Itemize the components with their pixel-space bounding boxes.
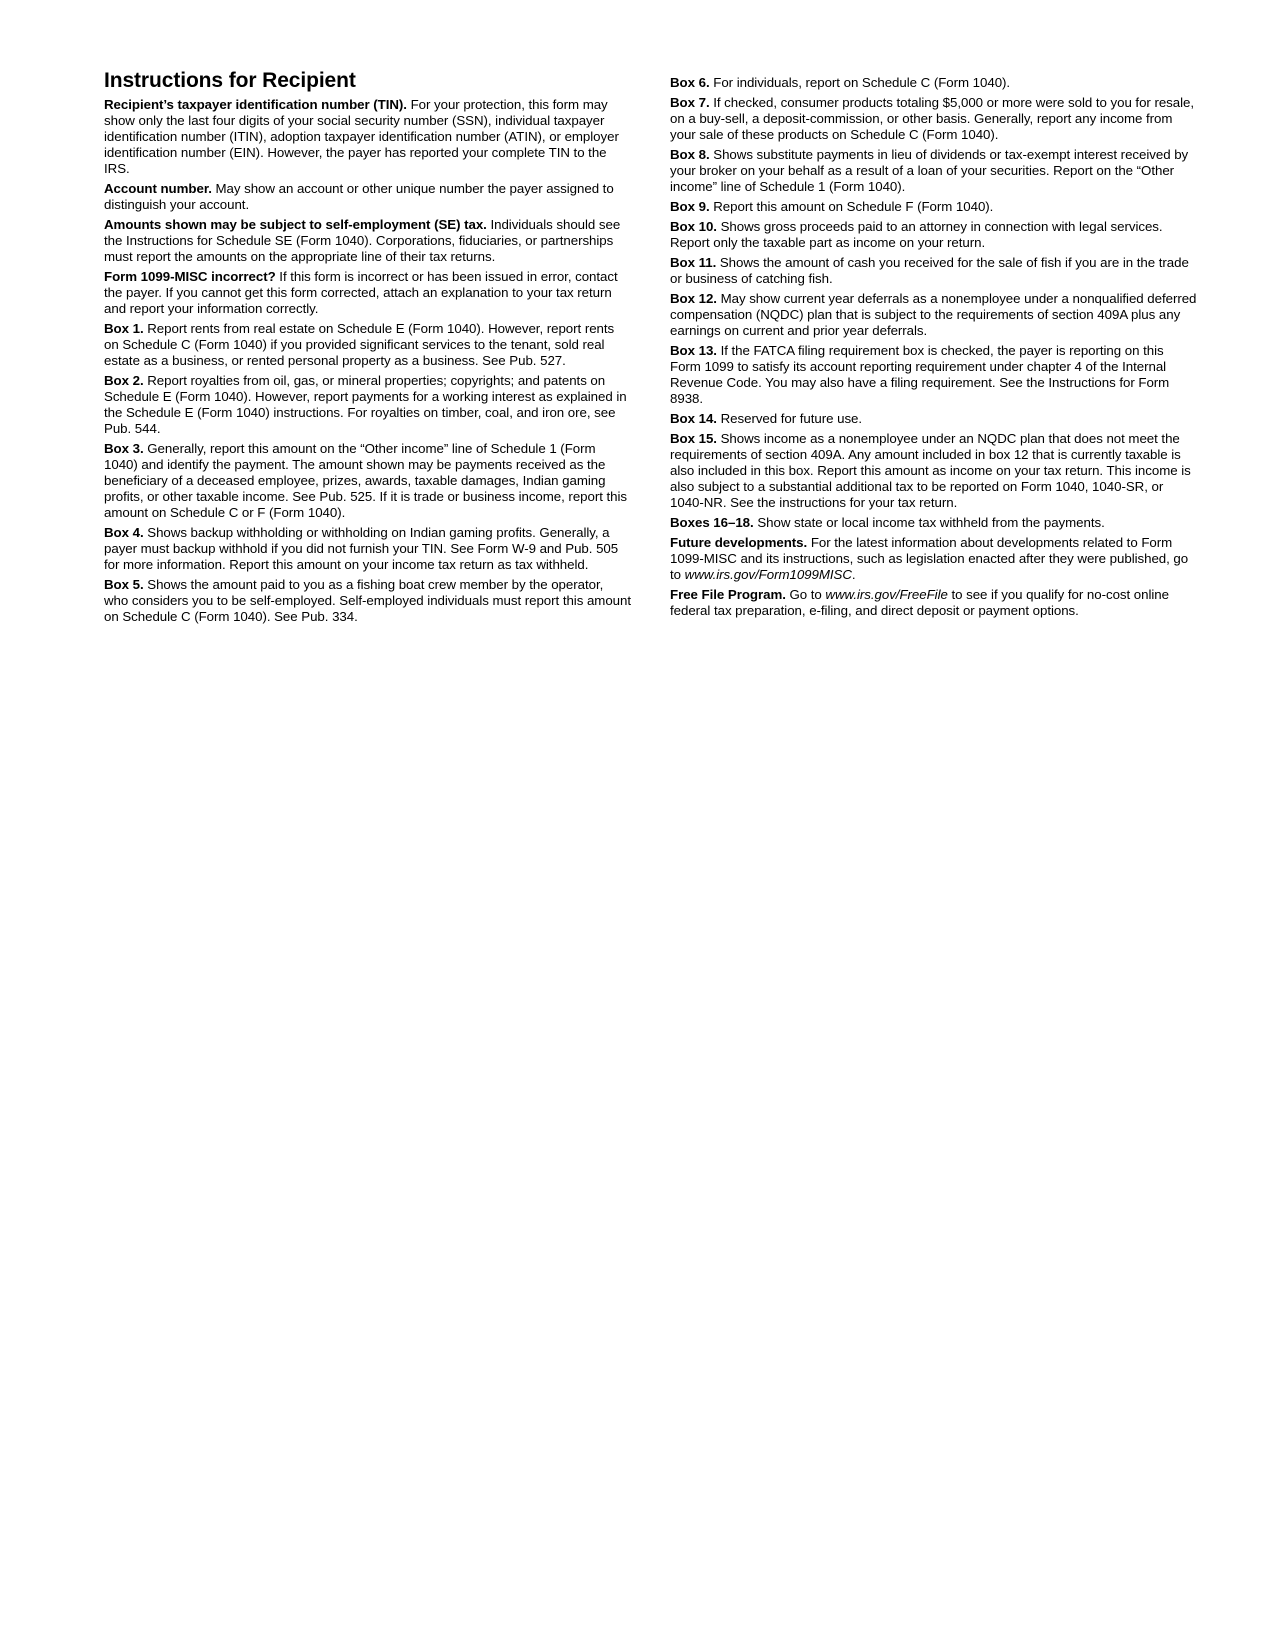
paragraph-heading: Amounts shown may be subject to self-employment (SE) tax. [104,217,487,232]
paragraph-text: Report this amount on Schedule F (Form 1040). [709,199,994,214]
paragraph-se-tax [104,217,631,265]
paragraph-boxes-16-18 [670,515,1197,531]
paragraph-text: For your protection, this form may show only the last four digits of your social security number (SSN), individual taxpayer identification number (ITIN), adoption taxpayer identification number (ATIN), or employer identification number (EIN). However, the payer has reported your complete TIN to the IRS. [104,97,619,176]
paragraph-heading: Box 11. [670,255,717,270]
paragraph-box-9 [670,199,1197,215]
paragraph-text: Shows backup withholding or withholding on Indian gaming profits. Generally, a payer must backup withhold if you did not furnish your TIN. See Form W-9 and Pub. 505 for more information. Report this amount on your income tax return as tax withheld. [104,525,619,572]
paragraph-heading: Box 7. [670,95,710,110]
paragraph-box-2 [104,373,631,437]
paragraph-box-6 [670,75,1197,91]
paragraph-text: to see if you qualify for no-cost online federal tax preparation, e-filing, and direct deposit or payment options. [670,587,1169,618]
paragraph-text: Shows gross proceeds paid to an attorney in connection with legal services. Report only the taxable part as income on your return. [670,219,1163,250]
form-1099misc-link[interactable]: www.irs.gov/Form1099MISC [684,567,852,582]
page-title: Instructions for Recipient [104,69,356,92]
paragraph-heading: Box 12. [670,291,717,306]
paragraph-heading: Box 4. [104,525,144,540]
instructions-page [104,68,1200,629]
paragraph-heading: Box 2. [104,373,144,388]
paragraph-text: Reserved for future use. [716,411,863,426]
paragraph-heading: Box 13. [670,343,717,358]
paragraph-box-4 [104,525,631,573]
paragraph-text: Shows substitute payments in lieu of dividends or tax-exempt interest received by your broker on your behalf as a result of a loan of your securities. Report on the “Other income” line of Schedule 1 (Form 1040). [670,147,1189,194]
paragraph-heading: Account number. [104,181,212,196]
paragraph-heading: Box 3. [104,441,144,456]
paragraph-box-12 [670,291,1197,339]
paragraph-box-1 [104,321,631,369]
paragraph-heading: Box 14. [670,411,717,426]
paragraph-heading: Box 5. [104,577,144,592]
paragraph-heading: Box 8. [670,147,710,162]
paragraph-box-5 [104,577,631,625]
paragraph-text: Shows the amount paid to you as a fishing boat crew member by the operator, who considers you to be self-employed. Self-employed individuals must report this amount on Schedule C (Form 1040). See Pub. 334. [104,577,632,624]
paragraph-heading: Form 1099-MISC incorrect? [104,269,276,284]
paragraph-heading: Box 6. [670,75,710,90]
paragraph-text: Individuals should see the Instructions for Schedule SE (Form 1040). Corporations, fiduciaries, or partnerships must report the amounts on the appropriate line of their tax returns. [104,217,621,264]
paragraph-text: Show state or local income tax withheld from the payments. [753,515,1105,530]
paragraph-box-3 [104,441,631,521]
paragraph-text: If the FATCA filing requirement box is checked, the payer is reporting on this Form 1099 to satisfy its account reporting requirement under chapter 4 of the Internal Revenue Code. You may also have a filing requirement. See the Instructions for Form 8938. [670,343,1170,406]
paragraph-text: Report rents from real estate on Schedule E (Form 1040). However, report rents on Schedule C (Form 1040) if you provided significant services to the tenant, sold real estate as a business, or rented personal property as a business. See Pub. 527. [104,321,615,368]
paragraph-free-file [670,587,1197,619]
paragraph-box-7 [670,95,1197,143]
paragraph-text: . [851,567,856,582]
paragraph-box-14 [670,411,1197,427]
paragraph-text: Report royalties from oil, gas, or mineral properties; copyrights; and patents on Schedule E (Form 1040). However, report payments for a working interest as explained in the Schedule E (Form 1040) instructions. For royalties on timber, coal, and iron ore, see Pub. 544. [104,373,627,436]
paragraph-text: If this form is incorrect or has been issued in error, contact the payer. If you cannot get this form corrected, attach an explanation to your tax return and report your information correctly. [104,269,618,316]
paragraph-text: Shows income as a nonemployee under an NQDC plan that does not meet the requirements of section 409A. Any amount included in box 12 that is currently taxable is also included in this box. Report this amount as income on your tax return. This income is also subject to a substantial additional tax to be reported on Form 1040, 1040-SR, or 1040-NR. See the instructions for your tax return. [670,431,1191,510]
paragraph-heading: Box 15. [670,431,717,446]
paragraph-text: Generally, report this amount on the “Other income” line of Schedule 1 (Form 1040) and identify the payment. The amount shown may be payments received as the beneficiary of a deceased employee, prizes, awards, taxable damages, Indian gaming profits, or other taxable income. See Pub. 525. If it is trade or business income, report this amount on Schedule C or F (Form 1040). [104,441,628,520]
paragraph-text: For individuals, report on Schedule C (Form 1040). [709,75,1011,90]
paragraph-heading: Free File Program. [670,587,786,602]
paragraph-heading: Recipient’s taxpayer identification number (TIN). [104,97,407,112]
paragraph-recipient-tin [104,97,631,177]
paragraph-account-number [104,181,631,213]
paragraph-heading: Boxes 16–18. [670,515,754,530]
paragraph-text: For the latest information about developments related to Form 1099-MISC and its instructions, such as legislation enacted after they were published, go to [670,535,1189,582]
paragraph-text: If checked, consumer products totaling $5,000 or more were sold to you for resale, on a buy-sell, a deposit-commission, or other basis. Generally, report any income from your sale of these products on Schedule C (Form 1040). [670,95,1195,142]
paragraph-heading: Box 10. [670,219,717,234]
free-file-link[interactable]: www.irs.gov/FreeFile [825,587,948,602]
paragraph-box-8 [670,147,1197,195]
left-column [104,97,631,629]
paragraph-box-13 [670,343,1197,407]
paragraph-text: May show current year deferrals as a nonemployee under a nonqualified deferred compensation (NQDC) plan that is subject to the requirements of section 409A plus any earnings on current and prior year deferrals. [670,291,1197,338]
paragraph-heading: Box 1. [104,321,144,336]
paragraph-text: Shows the amount of cash you received for the sale of fish if you are in the trade or business of catching fish. [670,255,1189,286]
paragraph-future-developments [670,535,1197,583]
paragraph-heading: Future developments. [670,535,808,550]
paragraph-text: Go to [785,587,826,602]
paragraph-box-11 [670,255,1197,287]
paragraph-box-10 [670,219,1197,251]
paragraph-form-incorrect [104,269,631,317]
paragraph-heading: Box 9. [670,199,710,214]
right-column [670,75,1197,623]
paragraph-box-15 [670,431,1197,511]
paragraph-text: May show an account or other unique number the payer assigned to distinguish your account. [104,181,614,212]
